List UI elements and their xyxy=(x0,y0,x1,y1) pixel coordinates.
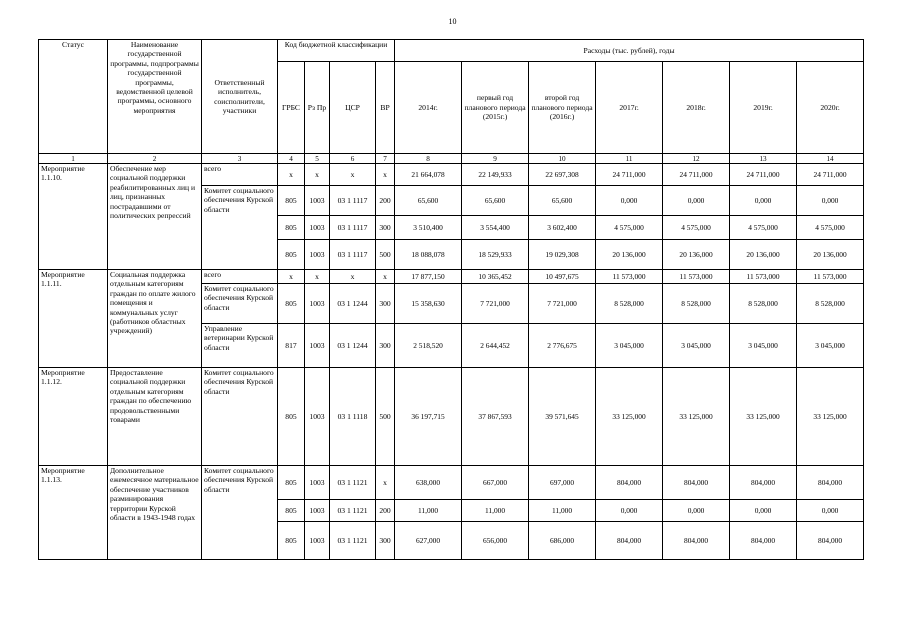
row-rzpr: 1003 xyxy=(305,466,330,500)
row-executor: Комитет социального обеспечения Курской области xyxy=(202,284,278,324)
header-year: второй год планового периода (2016г.) xyxy=(529,62,596,154)
row-value: 65,600 xyxy=(462,186,529,216)
row-status: Мероприятие 1.1.11. xyxy=(39,270,108,368)
row-value: 2 518,520 xyxy=(395,324,462,368)
row-executor: Управление ветеринарии Курской области xyxy=(202,324,278,368)
row-csr: х xyxy=(330,164,376,186)
row-value: 3 045,000 xyxy=(596,324,663,368)
row-name: Социальная поддержка отдельным категориям граждан по оплате жилого помещения и коммунальных услуг (работников областных учреждений) xyxy=(108,270,202,368)
table-row xyxy=(39,270,864,284)
row-value: 3 045,000 xyxy=(730,324,797,368)
row-rzpr: 1003 xyxy=(305,216,330,240)
row-value: 11,000 xyxy=(462,500,529,522)
row-executor: всего xyxy=(202,270,278,284)
row-value: 804,000 xyxy=(596,466,663,500)
row-value: 3 045,000 xyxy=(663,324,730,368)
header-year: 2018г. xyxy=(663,62,730,154)
row-rzpr: 1003 xyxy=(305,500,330,522)
row-rzpr: 1003 xyxy=(305,368,330,466)
table-row xyxy=(39,466,864,500)
header-vr: ВР xyxy=(376,62,395,154)
budget-table xyxy=(38,39,864,560)
row-grbs: х xyxy=(278,164,305,186)
row-executor: всего xyxy=(202,164,278,186)
header-expenses: Расходы (тыс. рублей), годы xyxy=(395,40,864,62)
row-value: 24 711,000 xyxy=(596,164,663,186)
row-name: Дополнительное ежемесячное материальное обеспечение участников разминирования территории Курской области в 1943-1948 годах xyxy=(108,466,202,560)
row-csr: х xyxy=(330,270,376,284)
row-value: 33 125,000 xyxy=(797,368,864,466)
row-value: 804,000 xyxy=(596,522,663,560)
row-value: 19 029,308 xyxy=(529,240,596,270)
row-value: 4 575,000 xyxy=(797,216,864,240)
row-value: 21 664,078 xyxy=(395,164,462,186)
row-value: 804,000 xyxy=(730,522,797,560)
column-number: 9 xyxy=(462,154,529,164)
column-number: 1 xyxy=(39,154,108,164)
row-value: 22 149,933 xyxy=(462,164,529,186)
row-value: 8 528,000 xyxy=(797,284,864,324)
row-value: 0,000 xyxy=(797,500,864,522)
row-rzpr: 1003 xyxy=(305,324,330,368)
row-rzpr: х xyxy=(305,164,330,186)
row-value: 24 711,000 xyxy=(797,164,864,186)
row-value: 20 136,000 xyxy=(596,240,663,270)
column-number: 5 xyxy=(305,154,330,164)
row-name: Предоставление социальной поддержки отдельным категориям граждан по обеспечению продовольственными товарами xyxy=(108,368,202,466)
row-value: 4 575,000 xyxy=(663,216,730,240)
row-value: 686,000 xyxy=(529,522,596,560)
row-value: 20 136,000 xyxy=(663,240,730,270)
row-csr: 03 1 1244 xyxy=(330,284,376,324)
row-value: 65,600 xyxy=(395,186,462,216)
row-value: 7 721,000 xyxy=(462,284,529,324)
row-value: 24 711,000 xyxy=(730,164,797,186)
row-value: 8 528,000 xyxy=(596,284,663,324)
column-number: 4 xyxy=(278,154,305,164)
row-csr: 03 1 1244 xyxy=(330,324,376,368)
row-value: 0,000 xyxy=(730,186,797,216)
row-csr: 03 1 1121 xyxy=(330,466,376,500)
row-value: 4 575,000 xyxy=(730,216,797,240)
row-value: 3 554,400 xyxy=(462,216,529,240)
row-value: 3 602,400 xyxy=(529,216,596,240)
row-value: 65,600 xyxy=(529,186,596,216)
row-value: 18 529,933 xyxy=(462,240,529,270)
row-vr: 300 xyxy=(376,522,395,560)
row-value: 8 528,000 xyxy=(663,284,730,324)
row-value: 697,000 xyxy=(529,466,596,500)
row-vr: х xyxy=(376,270,395,284)
row-value: 638,000 xyxy=(395,466,462,500)
column-number: 13 xyxy=(730,154,797,164)
row-value: 11 573,000 xyxy=(663,270,730,284)
column-number: 7 xyxy=(376,154,395,164)
row-value: 0,000 xyxy=(797,186,864,216)
row-value: 24 711,000 xyxy=(663,164,730,186)
row-grbs: 805 xyxy=(278,368,305,466)
row-value: 804,000 xyxy=(797,466,864,500)
row-value: 17 877,150 xyxy=(395,270,462,284)
row-rzpr: х xyxy=(305,270,330,284)
row-value: 3 045,000 xyxy=(797,324,864,368)
row-value: 36 197,715 xyxy=(395,368,462,466)
row-value: 39 571,645 xyxy=(529,368,596,466)
row-value: 33 125,000 xyxy=(596,368,663,466)
header-year: 2014г. xyxy=(395,62,462,154)
table-row xyxy=(39,368,864,466)
row-value: 18 088,078 xyxy=(395,240,462,270)
row-vr: 200 xyxy=(376,186,395,216)
row-csr: 03 1 1117 xyxy=(330,186,376,216)
row-vr: 300 xyxy=(376,216,395,240)
header-year: 2020г. xyxy=(797,62,864,154)
row-rzpr: 1003 xyxy=(305,284,330,324)
row-csr: 03 1 1117 xyxy=(330,216,376,240)
row-value: 11,000 xyxy=(529,500,596,522)
row-grbs: х xyxy=(278,270,305,284)
row-vr: 300 xyxy=(376,284,395,324)
row-vr: х xyxy=(376,466,395,500)
row-value: 37 867,593 xyxy=(462,368,529,466)
row-value: 0,000 xyxy=(663,500,730,522)
row-rzpr: 1003 xyxy=(305,186,330,216)
header-executor: Ответственный исполнитель, соисполнители, участники xyxy=(202,40,278,154)
row-value: 0,000 xyxy=(730,500,797,522)
header-grbs: ГРБС xyxy=(278,62,305,154)
row-executor: Комитет социального обеспечения Курской области xyxy=(202,186,278,270)
row-value: 2 644,452 xyxy=(462,324,529,368)
row-value: 2 776,675 xyxy=(529,324,596,368)
row-value: 11 573,000 xyxy=(797,270,864,284)
column-number: 14 xyxy=(797,154,864,164)
row-vr: 200 xyxy=(376,500,395,522)
row-value: 627,000 xyxy=(395,522,462,560)
row-csr: 03 1 1117 xyxy=(330,240,376,270)
row-value: 20 136,000 xyxy=(797,240,864,270)
row-value: 33 125,000 xyxy=(663,368,730,466)
column-number: 12 xyxy=(663,154,730,164)
row-value: 0,000 xyxy=(596,500,663,522)
row-csr: 03 1 1121 xyxy=(330,522,376,560)
header-status: Статус xyxy=(39,40,108,154)
row-vr: 300 xyxy=(376,324,395,368)
row-value: 22 697,308 xyxy=(529,164,596,186)
row-grbs: 805 xyxy=(278,186,305,216)
row-value: 11,000 xyxy=(395,500,462,522)
row-value: 804,000 xyxy=(663,466,730,500)
row-value: 15 358,630 xyxy=(395,284,462,324)
row-name: Обеспечение мер социальной поддержки реабилитированных лиц и лиц, признанных пострадавшими от политических репрессий xyxy=(108,164,202,270)
column-number: 11 xyxy=(596,154,663,164)
page-number: 10 xyxy=(448,17,457,26)
row-value: 10 365,452 xyxy=(462,270,529,284)
row-grbs: 805 xyxy=(278,466,305,500)
header-year: 2019г. xyxy=(730,62,797,154)
column-number: 2 xyxy=(108,154,202,164)
row-status: Мероприятие 1.1.13. xyxy=(39,466,108,560)
row-value: 804,000 xyxy=(797,522,864,560)
row-rzpr: 1003 xyxy=(305,240,330,270)
column-number: 8 xyxy=(395,154,462,164)
row-grbs: 805 xyxy=(278,216,305,240)
header-budget-code: Код бюджетной классификации xyxy=(278,40,395,62)
row-value: 7 721,000 xyxy=(529,284,596,324)
row-value: 0,000 xyxy=(663,186,730,216)
row-value: 656,000 xyxy=(462,522,529,560)
header-year: первый год планового периода (2015г.) xyxy=(462,62,529,154)
row-value: 3 510,400 xyxy=(395,216,462,240)
row-status: Мероприятие 1.1.12. xyxy=(39,368,108,466)
table-body xyxy=(39,164,864,560)
row-csr: 03 1 1121 xyxy=(330,500,376,522)
row-value: 804,000 xyxy=(663,522,730,560)
row-status: Мероприятие 1.1.10. xyxy=(39,164,108,270)
row-vr: 500 xyxy=(376,240,395,270)
column-number: 3 xyxy=(202,154,278,164)
row-csr: 03 1 1118 xyxy=(330,368,376,466)
row-value: 10 497,675 xyxy=(529,270,596,284)
row-grbs: 805 xyxy=(278,240,305,270)
table-row xyxy=(39,164,864,186)
row-value: 804,000 xyxy=(730,466,797,500)
row-grbs: 805 xyxy=(278,500,305,522)
row-value: 4 575,000 xyxy=(596,216,663,240)
header-year: 2017г. xyxy=(596,62,663,154)
row-value: 11 573,000 xyxy=(596,270,663,284)
column-number: 10 xyxy=(529,154,596,164)
row-value: 20 136,000 xyxy=(730,240,797,270)
row-executor: Комитет социального обеспечения Курской области xyxy=(202,368,278,466)
row-value: 11 573,000 xyxy=(730,270,797,284)
header-rzpr: Рз Пр xyxy=(305,62,330,154)
column-number: 6 xyxy=(330,154,376,164)
row-grbs: 805 xyxy=(278,522,305,560)
header-csr: ЦСР xyxy=(330,62,376,154)
row-rzpr: 1003 xyxy=(305,522,330,560)
row-vr: х xyxy=(376,164,395,186)
row-value: 8 528,000 xyxy=(730,284,797,324)
header-name: Наименование государственной программы, подпрограммы государственной программы, ведомственной целевой программы, основного мероприятия xyxy=(108,40,202,154)
row-executor: Комитет социального обеспечения Курской области xyxy=(202,466,278,560)
row-vr: 500 xyxy=(376,368,395,466)
row-grbs: 805 xyxy=(278,284,305,324)
column-number-row xyxy=(39,154,864,164)
row-value: 0,000 xyxy=(596,186,663,216)
row-value: 33 125,000 xyxy=(730,368,797,466)
row-value: 667,000 xyxy=(462,466,529,500)
row-grbs: 817 xyxy=(278,324,305,368)
